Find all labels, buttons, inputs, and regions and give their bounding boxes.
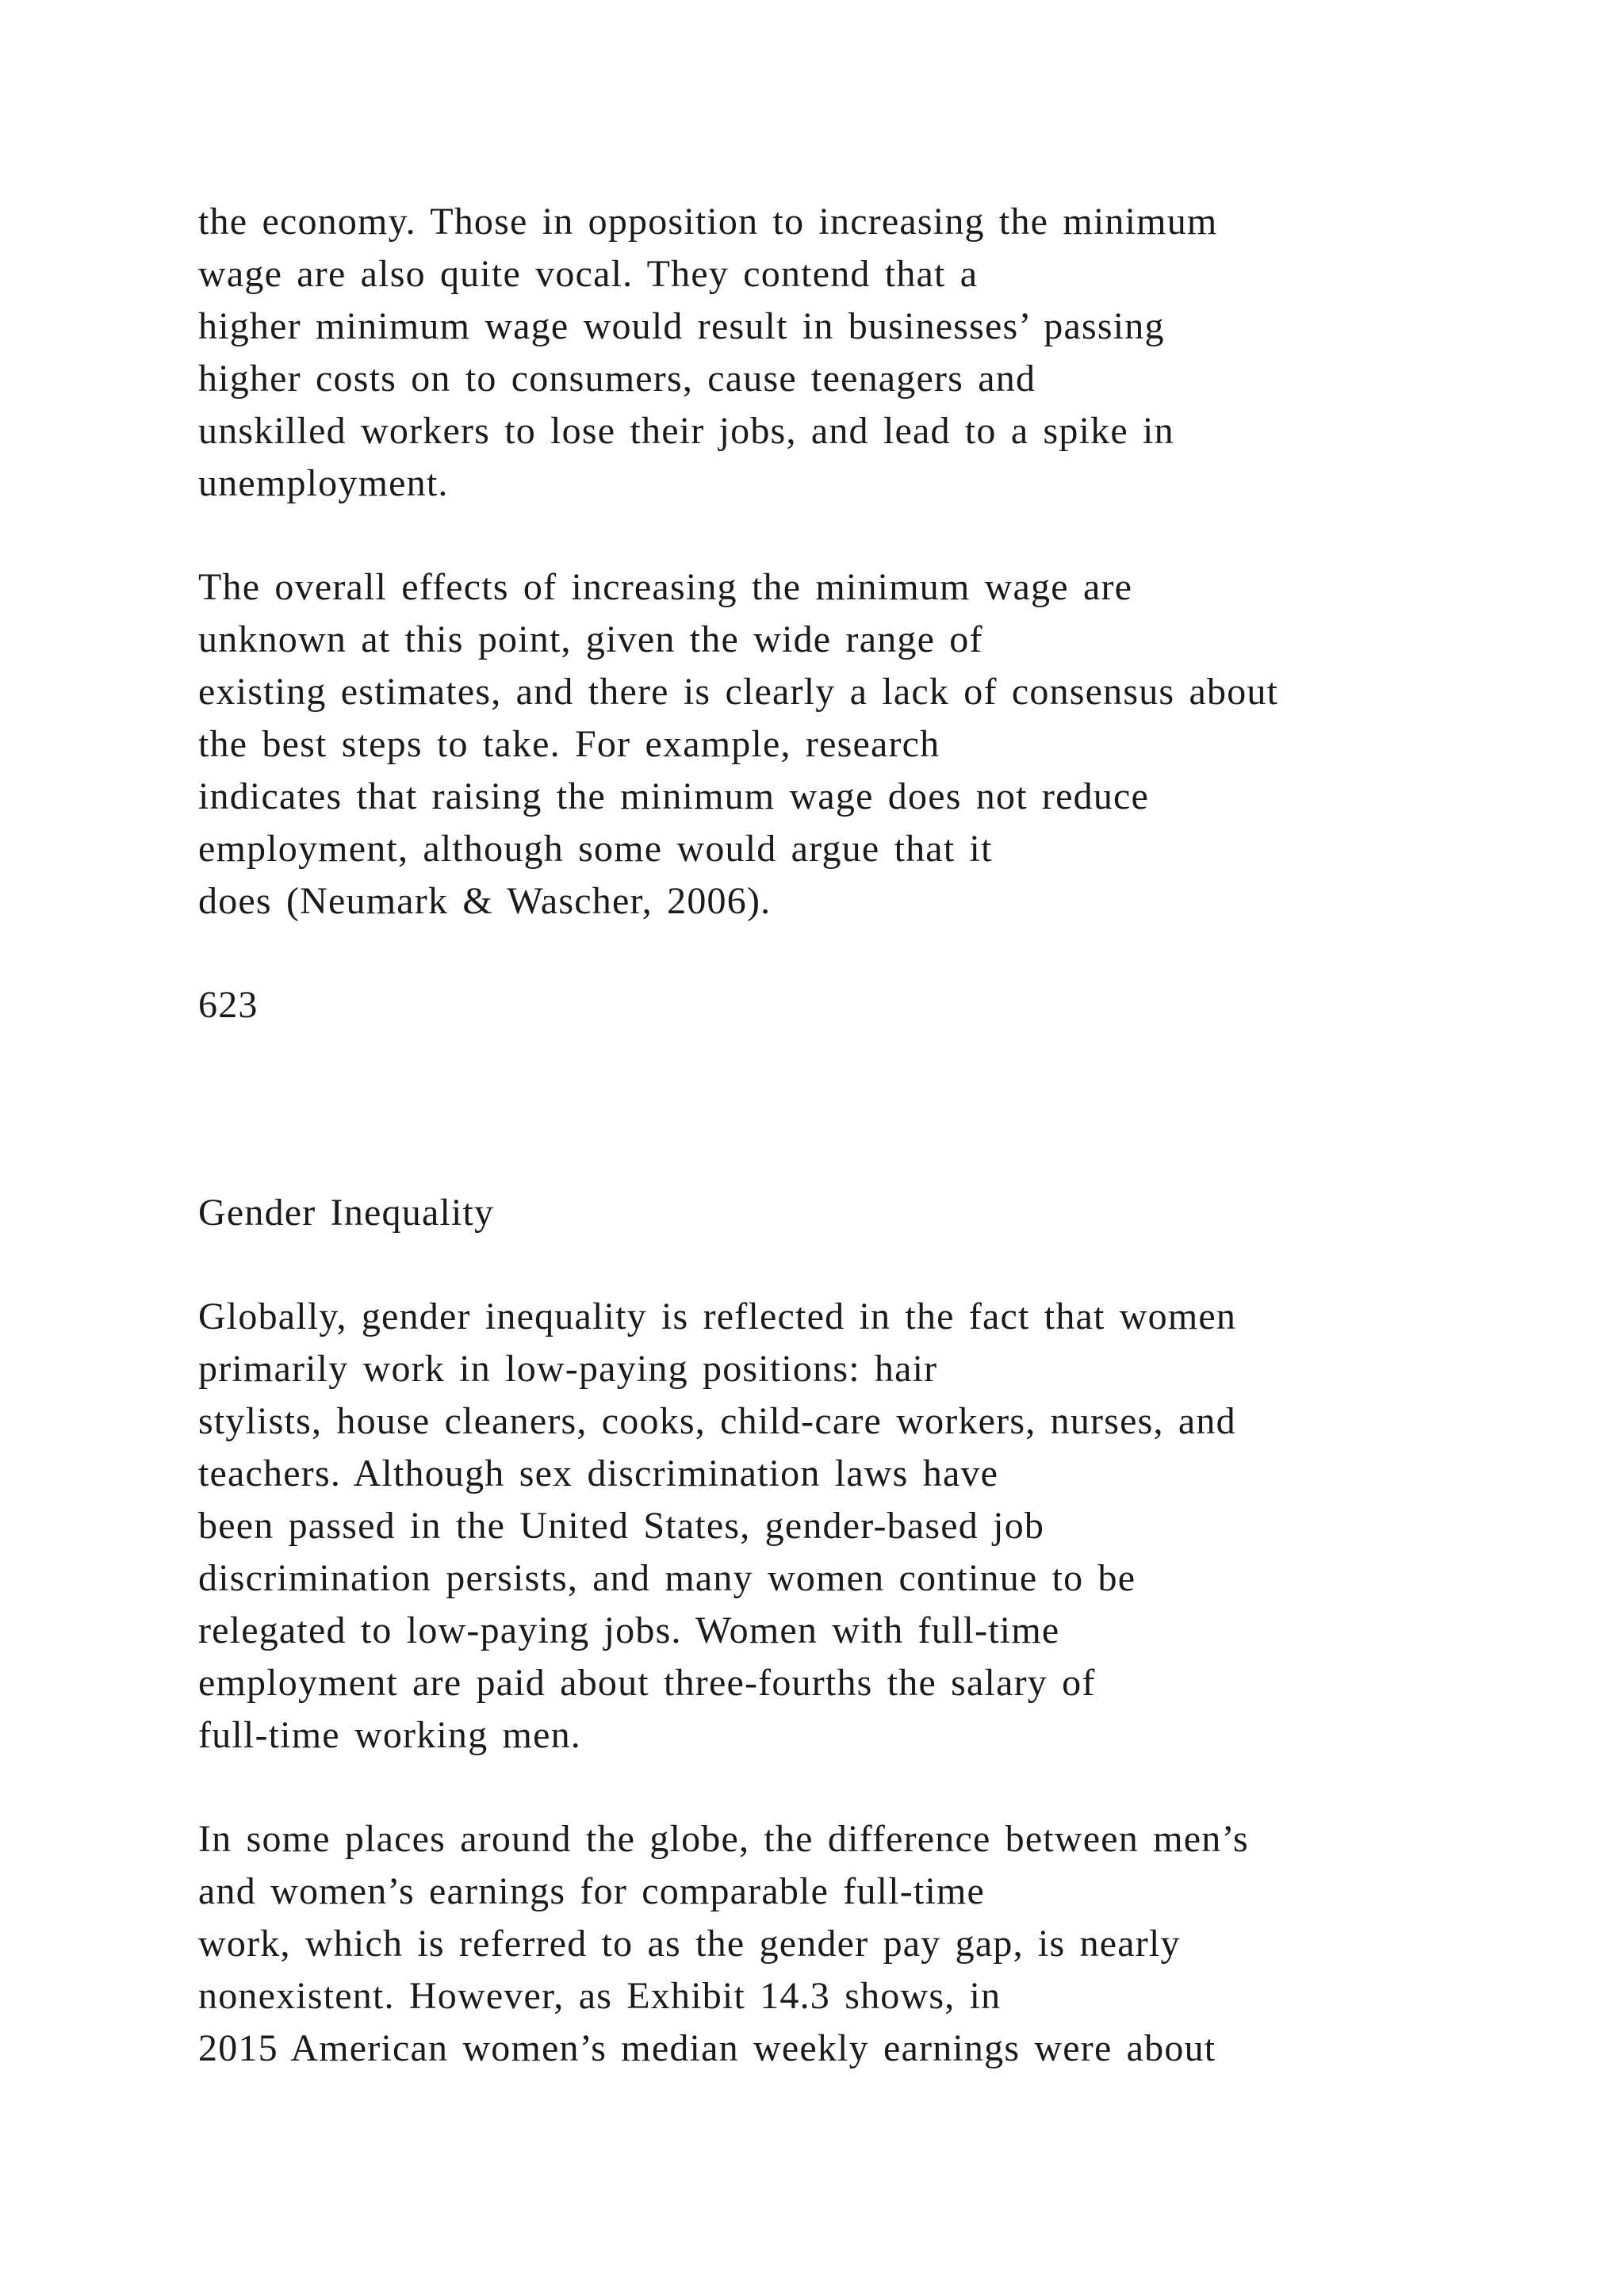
text-line: employment are paid about three-fourths the salary of: [198, 1662, 1096, 1704]
section-heading: Gender Inequality: [198, 1192, 495, 1234]
text-line: teachers. Although sex discrimination laws have: [198, 1452, 999, 1494]
text-line: does (Neumark & Wascher, 2006).: [198, 880, 772, 922]
text-line: existing estimates, and there is clearly a lack of consensus about: [198, 671, 1279, 713]
text-line: Globally, gender inequality is reflected in the fact that women: [198, 1295, 1237, 1337]
text-line: unskilled workers to lose their jobs, and lead to a spike in: [198, 410, 1174, 452]
text-line: employment, although some would argue that it: [198, 828, 993, 870]
text-line: work, which is referred to as the gender pay gap, is nearly: [198, 1923, 1181, 1965]
text-line: indicates that raising the minimum wage does not reduce: [198, 775, 1150, 817]
text-line: the economy. Those in opposition to increasing the minimum: [198, 201, 1218, 243]
text-line: the best steps to take. For example, research: [198, 723, 940, 765]
text-line: unemployment.: [198, 462, 449, 504]
text-line: 2015 American women’s median weekly earnings were about: [198, 2027, 1216, 2069]
page-number: 623: [198, 984, 259, 1026]
text-line: full-time working men.: [198, 1714, 581, 1756]
text-line: been passed in the United States, gender-based job: [198, 1505, 1045, 1547]
text-line: higher minimum wage would result in businesses’ passing: [198, 305, 1165, 347]
text-line: and women’s earnings for comparable full-time: [198, 1870, 986, 1912]
text-line: unknown at this point, given the wide range of: [198, 618, 983, 660]
text-line: relegated to low-paying jobs. Women with full-time: [198, 1609, 1060, 1651]
text-line: The overall effects of increasing the minimum wage are: [198, 566, 1133, 608]
text-line: nonexistent. However, as Exhibit 14.3 shows, in: [198, 1975, 1002, 2017]
text-line: wage are also quite vocal. They contend that a: [198, 253, 979, 295]
text-line: higher costs on to consumers, cause teenagers and: [198, 358, 1036, 400]
text-line: primarily work in low-paying positions: hair: [198, 1348, 938, 1390]
text-line: discrimination persists, and many women continue to be: [198, 1557, 1136, 1599]
text-line: stylists, house cleaners, cooks, child-care workers, nurses, and: [198, 1400, 1236, 1442]
text-line: In some places around the globe, the difference between men’s: [198, 1818, 1249, 1860]
